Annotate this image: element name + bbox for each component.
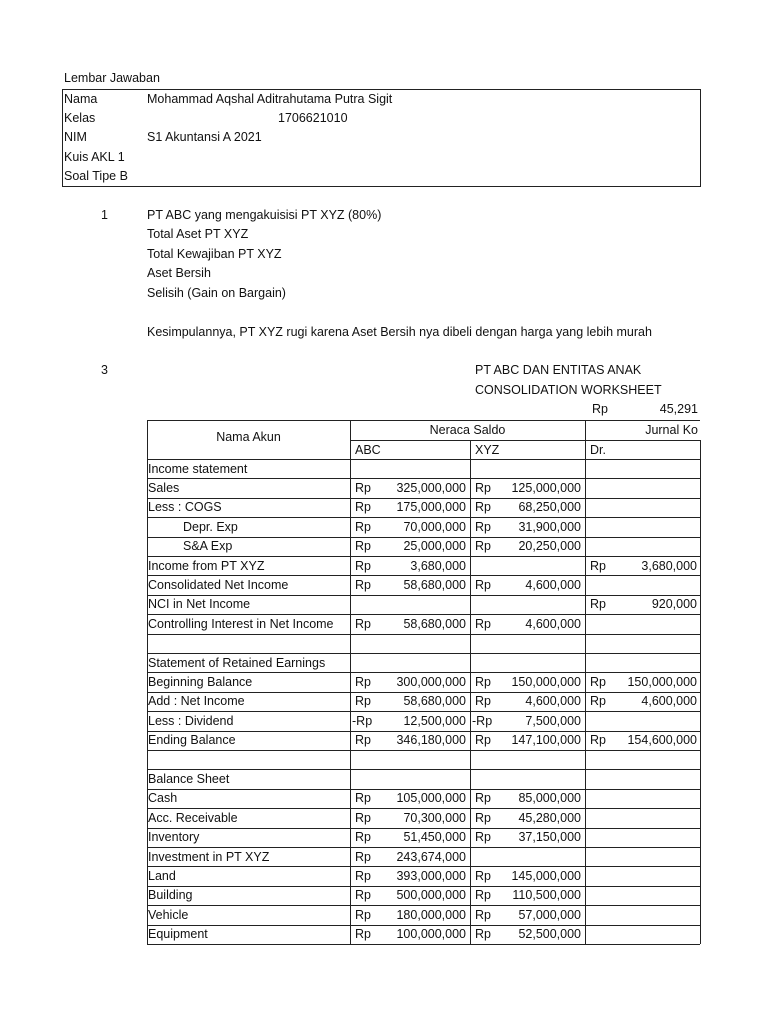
xyz-currency: Rp xyxy=(475,480,491,495)
xyz-amount: 45,280,000 xyxy=(518,810,581,825)
value-kelas: 1706621010 xyxy=(278,111,348,125)
abc-amount: 70,300,000 xyxy=(403,810,466,825)
abc-currency: Rp xyxy=(355,830,371,845)
xyz-currency: Rp xyxy=(475,810,491,825)
dr-currency: Rp xyxy=(590,597,606,612)
xyz-amount: 37,150,000 xyxy=(518,830,581,845)
account-name: Depr. Exp xyxy=(183,519,238,534)
q3-number: 3 xyxy=(101,363,108,377)
column-header-account: Nama Akun xyxy=(216,430,281,444)
column-header-neraca: Neraca Saldo xyxy=(429,422,506,437)
abc-amount: 175,000,000 xyxy=(396,500,466,515)
xyz-currency: Rp xyxy=(475,830,491,845)
abc-amount: 12,500,000 xyxy=(403,713,466,728)
account-name: NCI in Net Income xyxy=(148,597,251,612)
xyz-currency: Rp xyxy=(475,577,491,592)
abc-currency: Rp xyxy=(355,577,371,592)
abc-amount: 58,680,000 xyxy=(403,616,466,631)
xyz-amount: 125,000,000 xyxy=(511,480,581,495)
xyz-amount: 7,500,000 xyxy=(525,713,581,728)
abc-currency: Rp xyxy=(355,500,371,515)
account-name: Investment in PT XYZ xyxy=(148,849,270,864)
account-name: Ending Balance xyxy=(148,733,236,748)
abc-currency: Rp xyxy=(355,733,371,748)
abc-amount: 325,000,000 xyxy=(396,480,466,495)
abc-amount: 300,000,000 xyxy=(396,674,466,689)
xyz-currency: Rp xyxy=(475,888,491,903)
account-name: Vehicle xyxy=(148,907,189,922)
account-name: S&A Exp xyxy=(183,539,233,554)
account-name: Less : COGS xyxy=(148,500,222,515)
account-name: Statement of Retained Earnings xyxy=(148,655,326,670)
abc-amount: 243,674,000 xyxy=(396,849,466,864)
account-name: Sales xyxy=(148,480,180,495)
abc-amount: 346,180,000 xyxy=(396,733,466,748)
grid-line xyxy=(147,944,700,945)
q1-line: PT ABC yang mengakuisisi PT XYZ (80%) xyxy=(147,208,382,222)
column-header-dr: Dr. xyxy=(590,442,606,457)
xyz-currency: Rp xyxy=(475,500,491,515)
account-name: Building xyxy=(148,888,193,903)
account-name: Income from PT XYZ xyxy=(148,558,265,573)
dr-amount: 154,600,000 xyxy=(627,733,697,748)
label-nim: NIM xyxy=(64,130,87,144)
abc-currency: Rp xyxy=(355,558,371,573)
abc-currency: Rp xyxy=(355,849,371,864)
abc-currency: Rp xyxy=(355,907,371,922)
abc-currency: Rp xyxy=(355,480,371,495)
label-nama: Nama xyxy=(64,92,98,106)
xyz-currency: Rp xyxy=(475,519,491,534)
dr-currency: Rp xyxy=(590,694,606,709)
abc-amount: 180,000,000 xyxy=(396,907,466,922)
q1-line: Aset Bersih xyxy=(147,266,211,280)
account-name: Equipment xyxy=(148,927,208,942)
xyz-currency: Rp xyxy=(475,791,491,806)
label-kelas: Kelas xyxy=(64,111,96,125)
xyz-amount: 85,000,000 xyxy=(518,791,581,806)
dr-currency: Rp xyxy=(590,733,606,748)
abc-amount: 70,000,000 xyxy=(403,519,466,534)
row-line xyxy=(147,769,700,770)
abc-currency: Rp xyxy=(355,868,371,883)
xyz-amount: 4,600,000 xyxy=(525,577,581,592)
xyz-amount: 57,000,000 xyxy=(518,907,581,922)
worksheet-title: PT ABC DAN ENTITAS ANAK xyxy=(475,363,642,377)
q1-line: Total Kewajiban PT XYZ xyxy=(147,247,282,261)
grid-line xyxy=(700,440,701,944)
dr-currency: Rp xyxy=(590,674,606,689)
abc-currency: -Rp xyxy=(352,713,373,728)
abc-amount: 58,680,000 xyxy=(403,577,466,592)
q1-number: 1 xyxy=(101,208,108,222)
abc-currency: Rp xyxy=(355,674,371,689)
abc-amount: 51,450,000 xyxy=(403,830,466,845)
xyz-amount: 52,500,000 xyxy=(518,927,581,942)
row-line xyxy=(147,634,700,635)
abc-currency: Rp xyxy=(355,539,371,554)
value-nim: S1 Akuntansi A 2021 xyxy=(147,130,262,144)
abc-amount: 500,000,000 xyxy=(396,888,466,903)
sheet-title: Lembar Jawaban xyxy=(64,71,160,85)
label-soal: Soal Tipe B xyxy=(64,169,128,183)
worksheet-subtitle: CONSOLIDATION WORKSHEET xyxy=(475,383,662,397)
account-name: Land xyxy=(148,868,176,883)
xyz-amount: 68,250,000 xyxy=(518,500,581,515)
account-name: Add : Net Income xyxy=(148,694,245,709)
xyz-amount: 110,500,000 xyxy=(512,888,581,903)
xyz-currency: Rp xyxy=(475,907,491,922)
abc-currency: Rp xyxy=(355,927,371,942)
account-name: Less : Dividend xyxy=(148,713,234,728)
abc-currency: Rp xyxy=(355,694,371,709)
abc-currency: Rp xyxy=(355,791,371,806)
xyz-amount: 20,250,000 xyxy=(518,539,581,554)
q1-line: Total Aset PT XYZ xyxy=(147,227,249,241)
xyz-amount: 150,000,000 xyxy=(511,674,581,689)
dr-currency: Rp xyxy=(590,558,606,573)
abc-currency: Rp xyxy=(355,616,371,631)
xyz-currency: Rp xyxy=(475,616,491,631)
abc-amount: 393,000,000 xyxy=(396,868,466,883)
abc-amount: 3,680,000 xyxy=(410,558,466,573)
row-line xyxy=(147,750,700,751)
account-name: Acc. Receivable xyxy=(148,810,238,825)
account-name: Income statement xyxy=(148,461,248,476)
account-name: Consolidated Net Income xyxy=(148,577,289,592)
xyz-currency: Rp xyxy=(475,674,491,689)
column-header-jurnal: Jurnal Ko xyxy=(645,422,698,437)
xyz-amount: 147,100,000 xyxy=(511,733,581,748)
xyz-amount: 4,600,000 xyxy=(525,616,581,631)
dr-amount: 3,680,000 xyxy=(641,558,697,573)
dr-amount: 920,000 xyxy=(651,597,697,612)
value-nama: Mohammad Aqshal Aditrahutama Putra Sigit xyxy=(147,92,393,106)
abc-currency: Rp xyxy=(355,519,371,534)
xyz-currency: Rp xyxy=(475,868,491,883)
column-header-xyz: XYZ xyxy=(475,442,500,457)
account-name: Cash xyxy=(148,791,178,806)
label-kuis: Kuis AKL 1 xyxy=(64,150,125,164)
xyz-amount: 4,600,000 xyxy=(525,694,581,709)
abc-amount: 58,680,000 xyxy=(403,694,466,709)
account-name: Balance Sheet xyxy=(148,771,230,786)
xyz-currency: -Rp xyxy=(472,713,493,728)
column-header-abc: ABC xyxy=(355,442,381,457)
xyz-amount: 31,900,000 xyxy=(518,519,581,534)
dr-amount: 4,600,000 xyxy=(641,694,697,709)
account-name: Beginning Balance xyxy=(148,674,253,689)
q1-line: Selisih (Gain on Bargain) xyxy=(147,286,286,300)
q1-conclusion: Kesimpulannya, PT XYZ rugi karena Aset Bersih nya dibeli dengan harga yang lebih murah xyxy=(147,325,652,339)
abc-currency: Rp xyxy=(355,810,371,825)
dr-amount: 150,000,000 xyxy=(627,674,697,689)
grid-line xyxy=(350,440,700,441)
abc-currency: Rp xyxy=(355,888,371,903)
abc-amount: 105,000,000 xyxy=(396,791,466,806)
extra-rp: Rp xyxy=(592,402,608,416)
account-name: Inventory xyxy=(148,830,200,845)
abc-amount: 25,000,000 xyxy=(403,539,466,554)
xyz-currency: Rp xyxy=(475,694,491,709)
account-name: Controlling Interest in Net Income xyxy=(148,616,334,631)
xyz-currency: Rp xyxy=(475,539,491,554)
xyz-amount: 145,000,000 xyxy=(511,868,581,883)
extra-value: 45,291 xyxy=(659,402,698,416)
abc-amount: 100,000,000 xyxy=(396,927,466,942)
xyz-currency: Rp xyxy=(475,927,491,942)
xyz-currency: Rp xyxy=(475,733,491,748)
